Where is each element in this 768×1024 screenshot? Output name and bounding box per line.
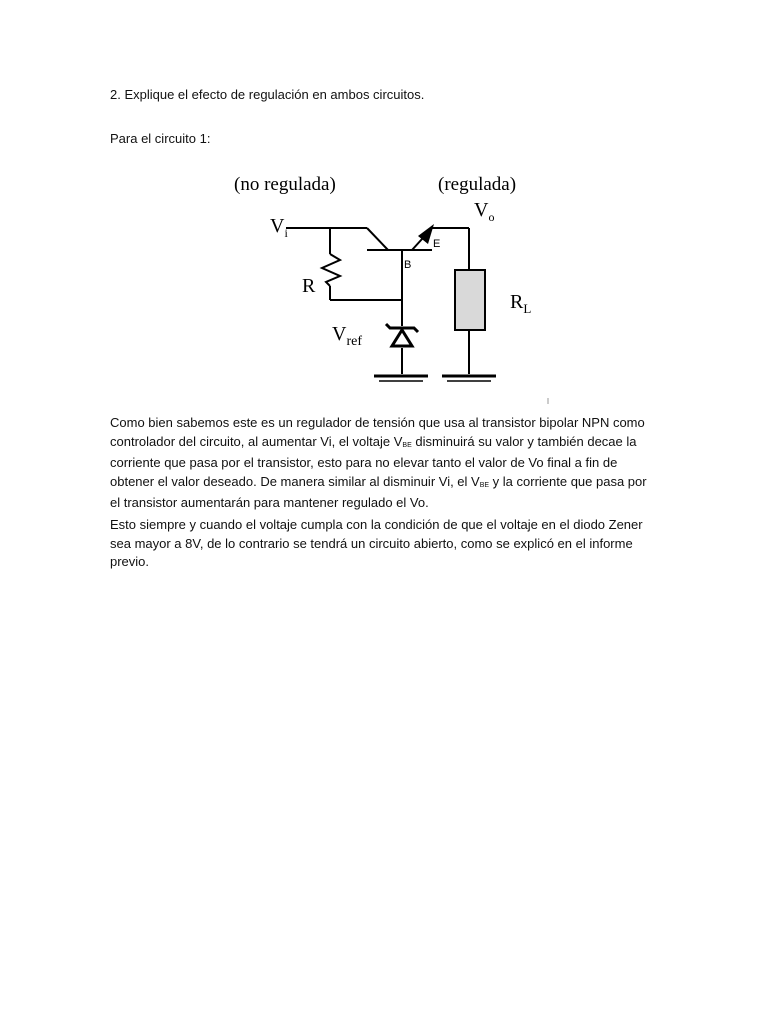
- label-r: R: [302, 275, 316, 297]
- explanation-paragraph: Como bien sabemos este es un regulador de tensión que usa al transistor bipolar NPN como controlador del circuito, al aumentar Vi, el voltaje VBE disminuirá su valor y también decae la corriente que pasa por el transistor, esto para no elevar tanto el valor de Vo final a fin de obtener el valor deseado. De manera similar al disminuir Vi, el VBE y la corriente que pasa por el transistor aumentarán para mantener regulado el Vo.: [110, 415, 647, 510]
- ground-icon: [374, 376, 428, 381]
- regulator-circuit-diagram: [222, 166, 552, 406]
- condition-paragraph: Esto siempre y cuando el voltaje cumpla con la condición de que el voltaje en el diodo Zener sea mayor a 8V, de lo contrario se tendrá un circuito abierto, como se explicó en el informe previo.: [110, 517, 643, 569]
- label-vo: $V_o$: [474, 199, 495, 224]
- label-emitter: E: [433, 238, 441, 250]
- label-regulated: (regulada): [438, 174, 517, 195]
- collector-lead: [367, 228, 388, 250]
- question-heading: 2. Explique el efecto de regulación en ambos circuitos.: [110, 87, 425, 102]
- resistor-r: [322, 254, 340, 286]
- label-rl: $R_L$: [510, 291, 532, 316]
- load-resistor-rl: [455, 270, 485, 330]
- ground-icon: [442, 376, 496, 381]
- label-base: B: [404, 259, 412, 271]
- zener-diode-icon: [392, 330, 412, 346]
- circuit-heading: Para el circuito 1:: [110, 131, 211, 146]
- label-vi: $V_i$: [270, 215, 288, 240]
- label-vref: $V_{ref}$: [332, 323, 362, 349]
- label-unregulated: (no regulada): [234, 174, 336, 195]
